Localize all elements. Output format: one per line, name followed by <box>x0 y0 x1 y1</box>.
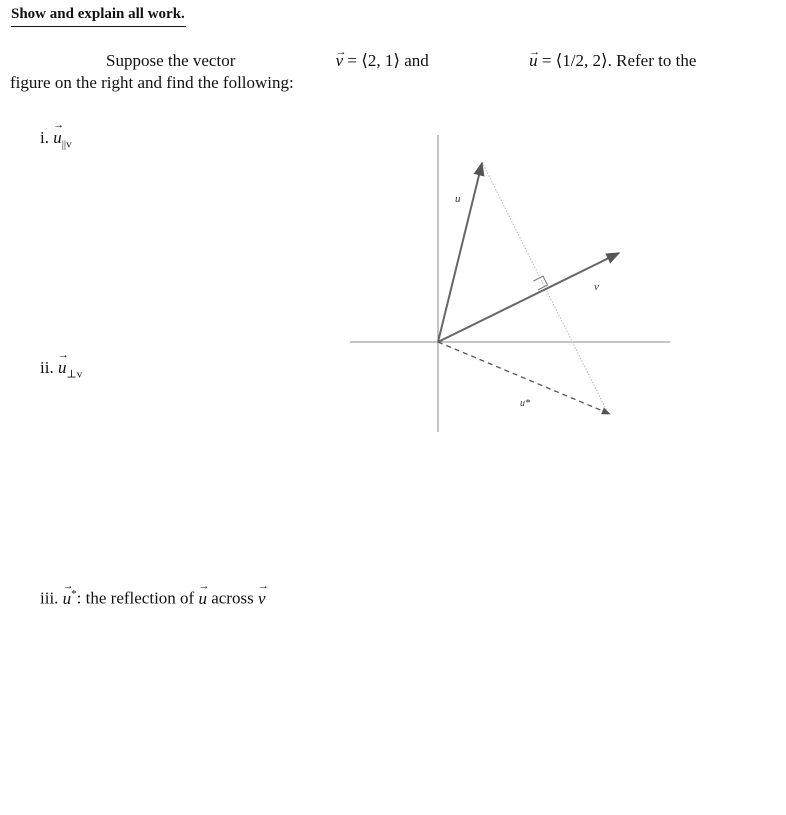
question-text: : the reflection of <box>76 588 195 608</box>
vector-v-value: = ⟨2, 1⟩ <box>347 51 401 70</box>
problem-statement <box>10 50 710 94</box>
projection-line <box>482 162 608 413</box>
question-number: ii. <box>40 358 54 377</box>
vector-u-symbol: → u <box>58 358 67 378</box>
question-text: across <box>211 588 254 608</box>
vector-u-symbol: → u <box>53 128 62 148</box>
question-number: i. <box>40 128 49 147</box>
label-u: u <box>455 193 461 205</box>
vector-u-symbol: → u <box>198 589 207 609</box>
vector-u-symbol: → u <box>433 50 538 72</box>
intro-and: and <box>404 51 429 70</box>
label-v: v <box>594 281 599 293</box>
question-number: iii. <box>40 588 59 608</box>
superscript: * <box>71 588 77 600</box>
subscript: ||v <box>61 138 72 151</box>
question-reflection <box>40 588 265 609</box>
intro-text-1: Suppose the vector <box>106 51 236 70</box>
vector-figure <box>340 130 680 440</box>
instruction-heading: Show and explain all work. <box>11 6 186 27</box>
vector-u-value: = ⟨1/2, 2⟩. Refer to the figure on the right and find the following: <box>10 51 697 92</box>
vector-u-arrow <box>438 163 482 342</box>
subscript: ⊥v <box>66 368 83 381</box>
label-ustar: u* <box>520 398 530 409</box>
question-perpendicular-component <box>40 358 82 380</box>
vector-v-symbol: → v <box>240 50 344 72</box>
vector-u-symbol: → u <box>63 589 72 609</box>
vector-v-arrow <box>438 253 619 342</box>
question-parallel-component <box>40 128 72 150</box>
vector-v-symbol: → v <box>258 589 266 609</box>
